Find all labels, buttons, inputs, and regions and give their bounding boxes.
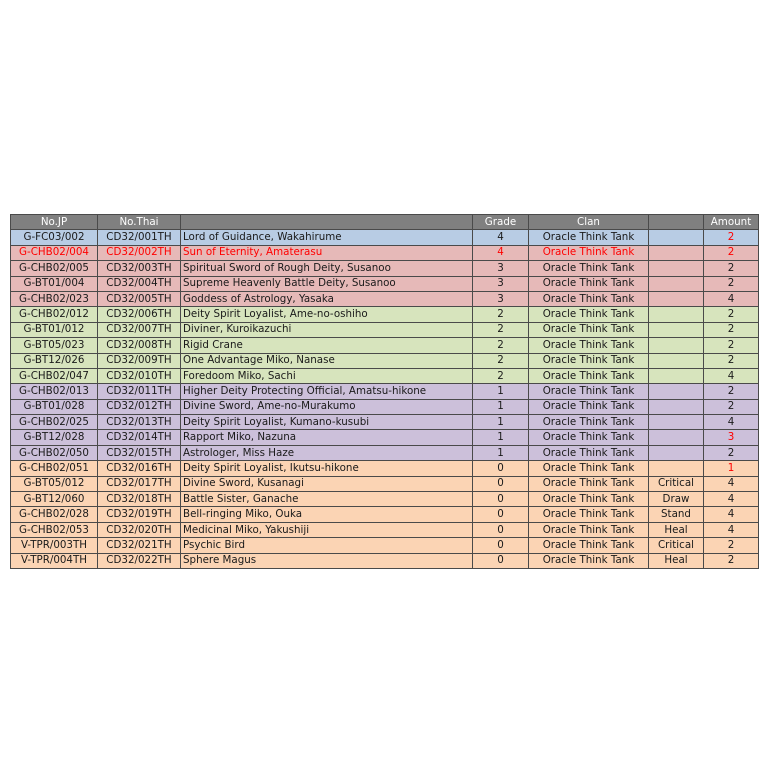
- cell-amount: 2: [704, 261, 759, 276]
- table-row: [11, 338, 759, 353]
- cell-no-thai: CD32/016TH: [98, 461, 181, 476]
- cell-trigger: [649, 353, 704, 368]
- cell-grade: 1: [473, 384, 529, 399]
- cell-clan: Oracle Think Tank: [529, 245, 649, 260]
- header-amount: Amount: [704, 215, 759, 230]
- cell-no-thai: CD32/015TH: [98, 445, 181, 460]
- cell-amount: 2: [704, 230, 759, 245]
- table-row: [11, 353, 759, 368]
- cell-no-thai: CD32/008TH: [98, 338, 181, 353]
- cell-no-jp: G-BT01/012: [11, 322, 98, 337]
- cell-trigger: [649, 368, 704, 383]
- cell-no-thai: CD32/021TH: [98, 538, 181, 553]
- cell-no-thai: CD32/011TH: [98, 384, 181, 399]
- cell-amount: 4: [704, 368, 759, 383]
- cell-trigger: Draw: [649, 492, 704, 507]
- cell-amount: 2: [704, 384, 759, 399]
- cell-no-jp: G-CHB02/025: [11, 415, 98, 430]
- cell-amount: 4: [704, 492, 759, 507]
- cell-card-name: Supreme Heavenly Battle Deity, Susanoo: [181, 276, 473, 291]
- cell-clan: Oracle Think Tank: [529, 507, 649, 522]
- cell-grade: 0: [473, 553, 529, 568]
- deck-list-sheet: [10, 214, 759, 569]
- cell-no-thai: CD32/018TH: [98, 492, 181, 507]
- cell-grade: 0: [473, 461, 529, 476]
- cell-no-jp: G-BT01/004: [11, 276, 98, 291]
- cell-clan: Oracle Think Tank: [529, 399, 649, 414]
- cell-card-name: Foredoom Miko, Sachi: [181, 368, 473, 383]
- table-row: [11, 261, 759, 276]
- table-row: [11, 522, 759, 537]
- cell-clan: Oracle Think Tank: [529, 322, 649, 337]
- cell-trigger: [649, 291, 704, 306]
- table-row: [11, 384, 759, 399]
- cell-no-jp: G-CHB02/028: [11, 507, 98, 522]
- cell-grade: 0: [473, 507, 529, 522]
- cell-grade: 1: [473, 415, 529, 430]
- cell-grade: 4: [473, 245, 529, 260]
- cell-clan: Oracle Think Tank: [529, 276, 649, 291]
- cell-no-jp: G-FC03/002: [11, 230, 98, 245]
- cell-grade: 0: [473, 476, 529, 491]
- cell-card-name: Astrologer, Miss Haze: [181, 445, 473, 460]
- cell-no-jp: G-BT05/012: [11, 476, 98, 491]
- cell-card-name: Medicinal Miko, Yakushiji: [181, 522, 473, 537]
- cell-trigger: [649, 445, 704, 460]
- table-row: [11, 230, 759, 245]
- table-row: [11, 507, 759, 522]
- cell-trigger: [649, 384, 704, 399]
- cell-grade: 3: [473, 291, 529, 306]
- cell-card-name: Sun of Eternity, Amaterasu: [181, 245, 473, 260]
- table-row: [11, 415, 759, 430]
- cell-no-jp: G-BT05/023: [11, 338, 98, 353]
- cell-grade: 2: [473, 322, 529, 337]
- cell-no-thai: CD32/002TH: [98, 245, 181, 260]
- cell-amount: 2: [704, 276, 759, 291]
- cell-amount: 2: [704, 322, 759, 337]
- cell-no-jp: G-CHB02/053: [11, 522, 98, 537]
- cell-clan: Oracle Think Tank: [529, 307, 649, 322]
- cell-no-thai: CD32/007TH: [98, 322, 181, 337]
- cell-trigger: [649, 399, 704, 414]
- cell-trigger: [649, 338, 704, 353]
- deck-list-table: [10, 214, 759, 569]
- cell-trigger: Stand: [649, 507, 704, 522]
- cell-card-name: Bell-ringing Miko, Ouka: [181, 507, 473, 522]
- cell-clan: Oracle Think Tank: [529, 492, 649, 507]
- header-grade: Grade: [473, 215, 529, 230]
- cell-no-jp: G-CHB02/047: [11, 368, 98, 383]
- cell-no-thai: CD32/004TH: [98, 276, 181, 291]
- cell-clan: Oracle Think Tank: [529, 461, 649, 476]
- cell-grade: 2: [473, 368, 529, 383]
- cell-trigger: [649, 430, 704, 445]
- cell-no-jp: G-BT12/026: [11, 353, 98, 368]
- cell-amount: 2: [704, 399, 759, 414]
- table-row: [11, 492, 759, 507]
- cell-no-jp: G-CHB02/004: [11, 245, 98, 260]
- cell-clan: Oracle Think Tank: [529, 384, 649, 399]
- cell-grade: 1: [473, 399, 529, 414]
- table-row: [11, 461, 759, 476]
- cell-grade: 1: [473, 445, 529, 460]
- cell-grade: 3: [473, 276, 529, 291]
- cell-clan: Oracle Think Tank: [529, 522, 649, 537]
- table-row: [11, 368, 759, 383]
- cell-amount: 2: [704, 538, 759, 553]
- cell-grade: 3: [473, 261, 529, 276]
- cell-trigger: [649, 245, 704, 260]
- cell-card-name: One Advantage Miko, Nanase: [181, 353, 473, 368]
- cell-amount: 2: [704, 338, 759, 353]
- cell-amount: 4: [704, 476, 759, 491]
- header-clan: Clan: [529, 215, 649, 230]
- cell-amount: 4: [704, 415, 759, 430]
- cell-no-thai: CD32/010TH: [98, 368, 181, 383]
- cell-no-jp: G-CHB02/050: [11, 445, 98, 460]
- cell-grade: 1: [473, 430, 529, 445]
- cell-card-name: Spiritual Sword of Rough Deity, Susanoo: [181, 261, 473, 276]
- cell-card-name: Divine Sword, Ame-no-Murakumo: [181, 399, 473, 414]
- cell-card-name: Deity Spirit Loyalist, Kumano-kusubi: [181, 415, 473, 430]
- cell-grade: 2: [473, 338, 529, 353]
- cell-trigger: [649, 461, 704, 476]
- cell-no-thai: CD32/022TH: [98, 553, 181, 568]
- cell-no-jp: G-BT12/028: [11, 430, 98, 445]
- cell-grade: 2: [473, 307, 529, 322]
- cell-card-name: Higher Deity Protecting Official, Amatsu-hikone: [181, 384, 473, 399]
- cell-clan: Oracle Think Tank: [529, 353, 649, 368]
- cell-no-jp: G-CHB02/013: [11, 384, 98, 399]
- cell-grade: 4: [473, 230, 529, 245]
- cell-amount: 2: [704, 353, 759, 368]
- cell-card-name: Lord of Guidance, Wakahirume: [181, 230, 473, 245]
- cell-no-jp: V-TPR/003TH: [11, 538, 98, 553]
- cell-trigger: Critical: [649, 538, 704, 553]
- cell-clan: Oracle Think Tank: [529, 415, 649, 430]
- cell-clan: Oracle Think Tank: [529, 445, 649, 460]
- table-row: [11, 430, 759, 445]
- cell-card-name: Rigid Crane: [181, 338, 473, 353]
- cell-no-thai: CD32/019TH: [98, 507, 181, 522]
- cell-amount: 2: [704, 245, 759, 260]
- cell-clan: Oracle Think Tank: [529, 538, 649, 553]
- cell-no-thai: CD32/017TH: [98, 476, 181, 491]
- cell-grade: 0: [473, 522, 529, 537]
- cell-clan: Oracle Think Tank: [529, 291, 649, 306]
- table-row: [11, 245, 759, 260]
- cell-clan: Oracle Think Tank: [529, 230, 649, 245]
- cell-trigger: Critical: [649, 476, 704, 491]
- cell-no-thai: CD32/020TH: [98, 522, 181, 537]
- cell-no-thai: CD32/005TH: [98, 291, 181, 306]
- cell-no-jp: V-TPR/004TH: [11, 553, 98, 568]
- table-row: [11, 399, 759, 414]
- table-row: [11, 322, 759, 337]
- cell-clan: Oracle Think Tank: [529, 430, 649, 445]
- cell-card-name: Divine Sword, Kusanagi: [181, 476, 473, 491]
- cell-clan: Oracle Think Tank: [529, 553, 649, 568]
- cell-trigger: [649, 322, 704, 337]
- cell-trigger: [649, 276, 704, 291]
- cell-amount: 2: [704, 307, 759, 322]
- cell-no-thai: CD32/001TH: [98, 230, 181, 245]
- cell-amount: 4: [704, 522, 759, 537]
- cell-no-thai: CD32/003TH: [98, 261, 181, 276]
- cell-amount: 4: [704, 507, 759, 522]
- cell-no-jp: G-CHB02/023: [11, 291, 98, 306]
- cell-card-name: Sphere Magus: [181, 553, 473, 568]
- table-row: [11, 307, 759, 322]
- header-no-thai: No.Thai: [98, 215, 181, 230]
- cell-amount: 4: [704, 291, 759, 306]
- cell-clan: Oracle Think Tank: [529, 261, 649, 276]
- cell-trigger: Heal: [649, 522, 704, 537]
- cell-clan: Oracle Think Tank: [529, 368, 649, 383]
- table-row: [11, 291, 759, 306]
- cell-card-name: Goddess of Astrology, Yasaka: [181, 291, 473, 306]
- header-row: [11, 215, 759, 230]
- cell-no-thai: CD32/009TH: [98, 353, 181, 368]
- cell-card-name: Psychic Bird: [181, 538, 473, 553]
- cell-amount: 2: [704, 553, 759, 568]
- cell-amount: 2: [704, 445, 759, 460]
- cell-no-thai: CD32/013TH: [98, 415, 181, 430]
- cell-trigger: [649, 230, 704, 245]
- cell-amount: 3: [704, 430, 759, 445]
- cell-grade: 0: [473, 492, 529, 507]
- cell-no-thai: CD32/012TH: [98, 399, 181, 414]
- header-no-jp: No.JP: [11, 215, 98, 230]
- cell-card-name: Diviner, Kuroikazuchi: [181, 322, 473, 337]
- cell-clan: Oracle Think Tank: [529, 338, 649, 353]
- cell-no-jp: G-CHB02/051: [11, 461, 98, 476]
- cell-card-name: Deity Spirit Loyalist, Ame-no-oshiho: [181, 307, 473, 322]
- table-row: [11, 553, 759, 568]
- table-row: [11, 445, 759, 460]
- table-row: [11, 276, 759, 291]
- cell-card-name: Battle Sister, Ganache: [181, 492, 473, 507]
- header-trigger: [649, 215, 704, 230]
- cell-no-jp: G-CHB02/005: [11, 261, 98, 276]
- cell-trigger: [649, 261, 704, 276]
- cell-grade: 0: [473, 538, 529, 553]
- cell-clan: Oracle Think Tank: [529, 476, 649, 491]
- cell-card-name: Deity Spirit Loyalist, Ikutsu-hikone: [181, 461, 473, 476]
- cell-no-jp: G-BT01/028: [11, 399, 98, 414]
- cell-no-jp: G-CHB02/012: [11, 307, 98, 322]
- header-card-name: [181, 215, 473, 230]
- cell-card-name: Rapport Miko, Nazuna: [181, 430, 473, 445]
- cell-grade: 2: [473, 353, 529, 368]
- table-row: [11, 476, 759, 491]
- table-row: [11, 538, 759, 553]
- cell-no-thai: CD32/006TH: [98, 307, 181, 322]
- cell-trigger: [649, 415, 704, 430]
- cell-amount: 1: [704, 461, 759, 476]
- cell-trigger: [649, 307, 704, 322]
- cell-no-jp: G-BT12/060: [11, 492, 98, 507]
- cell-no-thai: CD32/014TH: [98, 430, 181, 445]
- cell-trigger: Heal: [649, 553, 704, 568]
